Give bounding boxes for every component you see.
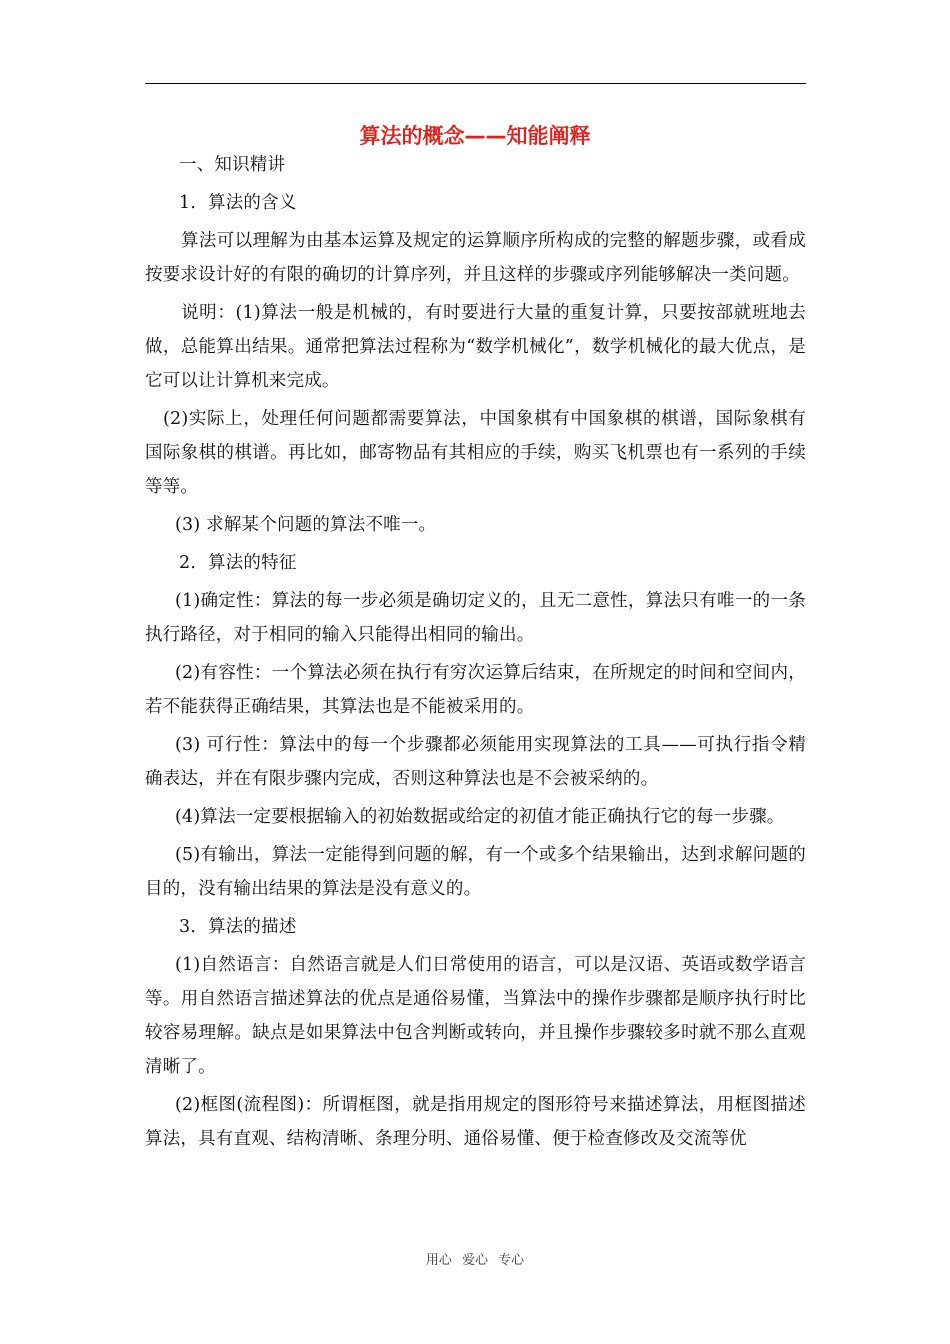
paragraph: (3) 求解某个问题的算法不唯一。: [175, 515, 437, 535]
page-footer: 用心 爱心 专心: [425, 1253, 525, 1268]
paragraph: (2)框图(流程图)：所谓框图，就是指用规定的图形符号来描述算法，用框图描述算法，具有直观、结构清晰、条理分明、通俗易懂、便于检查修改及交流等优: [145, 1095, 806, 1149]
paragraph: 说明：(1)算法一般是机械的，有时要进行大量的重复计算，只要按部就班地去做，总能算出结果。通常把算法过程称为“数学机械化”，数学机械化的最大优点，是它可以让计算机来完成。: [145, 303, 806, 391]
subsection-heading: 1．算法的含义: [179, 193, 297, 213]
subsection-heading: 2．算法的特征: [179, 553, 297, 573]
paragraph: (1)确定性：算法的每一步必须是确切定义的，且无二意性，算法只有唯一的一条执行路径，对于相同的输入只能得出相同的输出。: [145, 591, 806, 645]
paragraph: (5)有输出，算法一定能得到问题的解，有一个或多个结果输出，达到求解问题的目的，没有输出结果的算法是没有意义的。: [145, 845, 806, 899]
page-title: 算法的概念——知能阐释: [359, 124, 591, 148]
paragraph: (1)自然语言：自然语言就是人们日常使用的语言，可以是汉语、英语或数学语言等。用自然语言描述算法的优点是通俗易懂，当算法中的操作步骤都是顺序执行时比较容易理解。缺点是如果算法中包含判断或转向，并且操作步骤较多时就不那么直观清晰了。: [145, 955, 806, 1077]
paragraph: (2)实际上，处理任何问题都需要算法，中国象棋有中国象棋的棋谱，国际象棋有国际象棋的棋谱。再比如，邮寄物品有其相应的手续，购买飞机票也有一系列的手续等等。: [145, 409, 806, 497]
paragraph: (3) 可行性：算法中的每一个步骤都必须能用实现算法的工具——可执行指令精确表达，并在有限步骤内完成，否则这种算法也是不会被采纳的。: [145, 735, 806, 789]
paragraph: (2)有容性：一个算法必须在执行有穷次运算后结束，在所规定的时间和空间内，若不能获得正确结果，其算法也是不能被采用的。: [145, 663, 806, 717]
paragraph: (4)算法一定要根据输入的初始数据或给定的初值才能正确执行它的每一步骤。: [175, 807, 785, 827]
subsection-heading: 3．算法的描述: [179, 917, 297, 937]
section-heading: 一、知识精讲: [179, 155, 286, 175]
paragraph: 算法可以理解为由基本运算及规定的运算顺序所构成的完整的解题步骤，或看成按要求设计好的有限的确切的计算序列，并且这样的步骤或序列能够解决一类问题。: [145, 231, 806, 285]
document-body: [145, 148, 806, 1160]
header-rule: [145, 83, 806, 84]
